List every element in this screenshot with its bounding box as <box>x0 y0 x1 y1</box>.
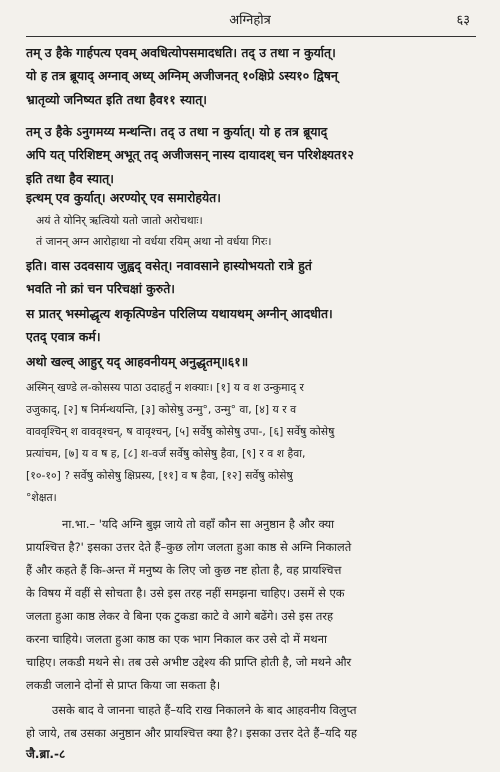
verse-line: तं जानन् अग्न आरोहाथा नो वर्धया रयिम् अथा नो वर्धया गिरः। <box>36 235 272 248</box>
commentary-line: उसके बाद वे जानना चाहते हैं–यदि राख निकालने के बाद आहवनीय विलुप्त <box>52 703 357 717</box>
verse-line: अयं ते योनिर् ऋत्वियो यतो जातो अरोचथाः। <box>36 214 203 227</box>
variant-note-line: [१०-१०] ? सर्वेषु कोसेषु क्षिप्रस्य, [११] व ष हैवा, [१२] सर्वेषु कोसेषु <box>26 469 293 482</box>
sanskrit-line: इति तथा हैव स्यात्। <box>26 171 114 186</box>
page-number: ६३ <box>456 13 470 28</box>
variant-note-line: अस्मिन् खण्डे ल-कोसस्य पाठा उदाहर्तुं न शक्याः। [१] य व श उन्कुमाद् र <box>26 381 304 394</box>
section-end-line: अथो खल्व् आहुर् यद् आहवनीयम् अनुद्धृतम्॥६१॥ <box>26 354 249 369</box>
variant-note-line: प्रत्यांचम, [७] य व ष ह, [८] श-वर्जं सर्वेषु कोसेषु हैवा, [९] र व श हैवा, <box>26 447 306 460</box>
commentary-line: ना.भा.– 'यदि अग्नि बुझ जाये तो वहाँ कौन सा अनुष्ठान है और क्या <box>62 517 335 531</box>
sanskrit-line: स प्रातर् भस्मोद्धृत्य शकृत्पिण्डेन परिलिप्य यथायथम् अग्नीन् आदधीत। <box>26 306 333 321</box>
variant-note-line: वाववृश्चिन् श वाववृश्चन्, ष वावृश्चन्, [५] सर्वेषु कोसेषु उपा-, [६] सर्वेषु कोसेषु <box>26 425 335 438</box>
signature-mark: जै.ब्रा.-८ <box>26 747 66 761</box>
commentary-line: करना चाहिये। जलता हुआ काष्ठ का एक भाग निकाल कर उसे दो में मथना <box>26 632 327 646</box>
commentary-line: हैं और कहते हैं कि-अन्त में मनुष्य के लिए जो कुछ नष्ट होता है, वह प्रायश्चित्त <box>26 563 342 577</box>
sanskrit-line: इति। वास उदवसाय जुह्वद् वसेत्। नवावसाने हास्योभयतो रात्रे हुतं <box>26 258 312 273</box>
commentary-line: चाहिए। लकडी मथने से। तब उसे अभीष्ट उद्देश्य की प्राप्ति होती है, जो मथने और <box>26 655 352 669</box>
commentary-line: जलता हुआ काष्ठ लेकर वे बिना एक टुकडा काटे वे आगे बढेंगे। उसे इस तरह <box>26 609 334 623</box>
commentary-line: के विषय में वहीं से सोचता है। उसे इस तरह नहीं समझना चाहिए। उसमें से एक <box>26 586 345 600</box>
sanskrit-line: एतद् एवात्र कर्म। <box>26 329 101 344</box>
sanskrit-line: यो ह तत्र ब्रूयाद् अग्नाव् अध्य् अग्निम् अजीजनत् १०क्षिप्रे ऽस्य१० द्विषन् <box>26 68 338 83</box>
header-rule <box>26 36 476 37</box>
commentary-line: हो जाये, तब उसका अनुष्ठान और प्रायश्चित्त क्या है?। इसका उत्तर देते हैं–यदि यह <box>26 726 357 740</box>
running-header-title: अग्निहोत्र <box>229 13 271 28</box>
sanskrit-line: भवति नो क्रां चन परिचक्षां कुरुते। <box>26 281 175 296</box>
sanskrit-line: तम् उ हैके ऽनुगमय्य मन्थन्ति। तद् उ तथा न कुर्यात्। यो ह तत्र ब्रूयाद् <box>26 124 328 139</box>
commentary-line: प्रायश्चित्त है?' इसका उत्तर देते हैं–कुछ लोग जलता हुआ काष्ठ से अग्नि निकालते <box>26 540 352 554</box>
commentary-line: लकडी जलाने दोनों से प्राप्त किया जा सकता है। <box>26 678 221 692</box>
sanskrit-line: भ्रातृव्यो जनिष्यत इति तथा हैव११ स्यात्। <box>26 92 207 107</box>
variant-note-line: उजुकाद्, [२] ष निर्मन्थयन्ति, [३] कोसेषु उन्मु°, उन्मु° वा, [४] य र व <box>26 403 297 416</box>
variant-note-line: °शेक्षत। <box>26 491 57 504</box>
sanskrit-line: इत्थम् एव कुर्यात्। अरण्योर् एव समारोहयेत। <box>26 190 221 205</box>
sanskrit-line: तम् उ हैके गार्हपत्य एवम् अवधित्योपसमादधति। तद् उ तथा न कुर्यात्। <box>26 45 336 60</box>
sanskrit-line: अपि यत् परिशिष्टम् अभूत् तद् अजीजसन् नास्य दायादश् चन परिशेक्ष्यत१२ <box>26 147 354 162</box>
